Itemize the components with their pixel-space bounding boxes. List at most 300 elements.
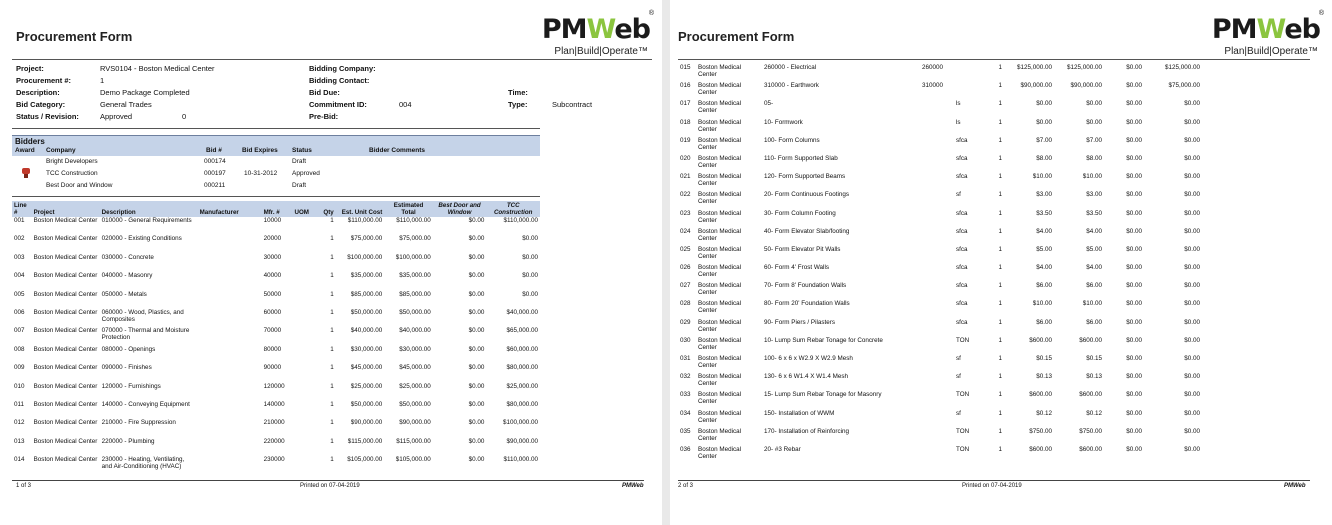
- line-item-cell: Boston Medical Center: [698, 300, 742, 315]
- info-label: Commitment ID:: [309, 100, 367, 109]
- line-item-cell: [293, 309, 322, 327]
- line-item-cell: sf: [956, 191, 961, 199]
- pmweb-logo: ® PMWeb Plan|Build|Operate™: [541, 10, 654, 57]
- line-item-cell: 140000 - Conveying Equipment: [101, 400, 190, 408]
- line-item-cell: $6.00: [1086, 282, 1102, 290]
- line-item-cell: $7.00: [1086, 136, 1102, 144]
- line-item-cell: 15- Lump Sum Rebar Tonage for Masonry: [764, 391, 882, 399]
- page-number: 1 of 3: [16, 483, 32, 489]
- line-item-cell: $7.00: [1036, 136, 1052, 144]
- line-item-row[interactable]: [678, 264, 1202, 282]
- line-item-cell: 1: [998, 318, 1002, 326]
- line-item-cell: Boston Medical Center: [698, 427, 742, 442]
- line-item-row[interactable]: [12, 346, 540, 364]
- line-item-row[interactable]: [678, 410, 1202, 428]
- line-item-cell: 008: [14, 345, 25, 353]
- line-item-cell: 027: [680, 282, 691, 290]
- line-item-cell: $6.00: [1036, 282, 1052, 290]
- line-item-cell: $90,000.00: [1070, 82, 1102, 90]
- line-item-cell: Boston Medical Center: [33, 327, 98, 335]
- line-item-cell: $40,000.00: [399, 327, 431, 335]
- divider: [12, 59, 652, 60]
- line-item-row[interactable]: [678, 391, 1202, 409]
- line-item-cell: 1: [998, 373, 1002, 381]
- line-item-cell: [198, 438, 262, 456]
- info-label: Description:: [16, 88, 60, 97]
- line-item-cell: [920, 246, 954, 264]
- line-item-cell: [198, 419, 262, 437]
- line-item-row[interactable]: [678, 319, 1202, 337]
- bidder-company: Bright Developers: [46, 158, 98, 165]
- bidder-row[interactable]: Best Door and Window 000211 Draft: [46, 182, 307, 189]
- line-item-cell: 10- Lump Sum Rebar Tonage for Concrete: [764, 336, 883, 344]
- line-item-cell: 220000: [263, 437, 285, 445]
- line-item-cell: $4.00: [1036, 264, 1052, 272]
- line-item-cell: ls: [956, 100, 961, 108]
- line-item-cell: 080000 - Openings: [101, 345, 156, 353]
- line-item-cell: $0.00: [1184, 409, 1200, 417]
- line-item-cell: $80,000.00: [506, 364, 538, 372]
- line-item-cell: $0.00: [468, 235, 485, 243]
- line-item-cell: $110,000.00: [396, 217, 431, 224]
- line-item-cell: 022: [680, 191, 691, 199]
- line-item-cell: $0.00: [1184, 300, 1200, 308]
- line-item-cell: $0.00: [1126, 136, 1142, 144]
- line-item-cell: 230000 - Heating, Ventilating, and Air-Conditioning (HVAC): [101, 456, 185, 471]
- line-item-cell: 50- Form Elevator Pit Walls: [764, 245, 841, 253]
- line-item-cell: 010000 - General Requirements: [101, 217, 192, 224]
- line-item-cell: $0.00: [1036, 100, 1052, 108]
- line-item-row[interactable]: [678, 337, 1202, 355]
- line-item-row[interactable]: [678, 355, 1202, 373]
- line-item-cell: [920, 228, 954, 246]
- printed-date: Printed on 07-04-2019: [962, 483, 1022, 489]
- line-item-cell: $0.12: [1086, 409, 1102, 417]
- line-item-cell: 10- Formwork: [764, 118, 803, 126]
- info-label: Bidding Contact:: [309, 76, 370, 85]
- line-item-cell: [920, 410, 954, 428]
- report-page-1: [0, 0, 662, 525]
- line-item-row[interactable]: [12, 217, 540, 235]
- line-item-row[interactable]: [12, 309, 540, 327]
- line-item-cell: 170- Installation of Reinforcing: [764, 427, 850, 435]
- bidder-row[interactable]: Bright Developers 000174 Draft: [46, 158, 307, 165]
- line-item-cell: 90- Form Piers / Pilasters: [764, 318, 836, 326]
- line-item-cell: $110,000.00: [347, 217, 383, 224]
- footer-divider: [678, 480, 1310, 481]
- line-item-cell: 70000: [263, 327, 282, 335]
- line-item-cell: ls: [956, 118, 961, 126]
- line-item-cell: 015: [680, 64, 691, 71]
- line-item-cell: 005: [14, 290, 25, 298]
- line-item-row[interactable]: [12, 419, 540, 437]
- page-gap: [662, 0, 670, 525]
- line-item-cell: $0.00: [1126, 209, 1142, 217]
- line-item-row[interactable]: [12, 272, 540, 290]
- line-item-cell: $0.00: [1184, 391, 1200, 399]
- line-item-cell: $0.00: [1184, 227, 1200, 235]
- line-item-row[interactable]: [678, 64, 1202, 82]
- line-item-cell: sfca: [956, 282, 968, 290]
- line-item-cell: Boston Medical Center: [33, 437, 98, 445]
- line-item-cell: Boston Medical Center: [698, 136, 742, 151]
- line-item-cell: 1: [998, 300, 1002, 308]
- line-item-cell: $50,000.00: [350, 308, 383, 316]
- line-item-cell: Boston Medical Center: [698, 282, 742, 297]
- line-item-cell: 80- Form 20' Foundation Walls: [764, 300, 850, 308]
- line-item-cell: 1: [330, 364, 334, 372]
- line-item-cell: $25,000.00: [506, 382, 538, 390]
- line-item-cell: 1: [998, 118, 1002, 126]
- line-item-row[interactable]: [12, 327, 540, 345]
- bidder-company: TCC Construction: [46, 170, 98, 177]
- line-item-cell: 10000: [263, 217, 282, 224]
- logo-tagline: Plan|Build|Operate™: [1224, 46, 1318, 57]
- line-item-cell: $0.00: [1184, 355, 1200, 362]
- line-item-cell: [920, 355, 954, 373]
- line-item-cell: $75,000.00: [350, 235, 383, 243]
- line-item-cell: $75,000.00: [399, 235, 431, 243]
- line-item-cell: 20- Form Continuous Footings: [764, 191, 850, 199]
- line-item-cell: TON: [956, 445, 970, 453]
- line-item-cell: 060000 - Wood, Plastics, and Composites: [101, 308, 184, 323]
- line-item-cell: $600.00: [1029, 391, 1052, 399]
- line-item-cell: 034: [680, 409, 691, 417]
- line-item-cell: 210000: [263, 419, 285, 427]
- line-item-cell: TON: [956, 427, 970, 435]
- line-item-cell: $30,000.00: [350, 345, 383, 353]
- line-item-cell: 220000 - Plumbing: [101, 437, 155, 445]
- line-item-cell: Boston Medical Center: [33, 345, 98, 353]
- line-item-cell: $0.00: [1184, 118, 1200, 126]
- line-item-cell: $8.00: [1036, 154, 1052, 162]
- line-item-cell: 120000: [263, 382, 285, 390]
- line-item-cell: $0.00: [522, 253, 538, 261]
- line-item-cell: 032: [680, 373, 691, 381]
- line-item-cell: $100,000.00: [395, 253, 431, 261]
- line-item-cell: Boston Medical Center: [698, 82, 742, 97]
- line-item-cell: [198, 272, 262, 290]
- line-item-cell: sfca: [956, 209, 968, 217]
- page-title: Procurement Form: [16, 29, 133, 44]
- line-item-cell: 026: [680, 264, 691, 272]
- line-item-cell: $0.00: [1126, 409, 1142, 417]
- line-item-cell: $35,000.00: [350, 272, 383, 280]
- logo-tagline: Plan|Build|Operate™: [554, 46, 648, 57]
- line-item-cell: Boston Medical Center: [698, 409, 742, 424]
- bidder-company: Best Door and Window: [46, 182, 113, 189]
- printed-date: Printed on 07-04-2019: [300, 483, 360, 489]
- line-item-cell: 120000 - Furnishings: [101, 382, 161, 390]
- line-item-cell: sfca: [956, 245, 968, 253]
- line-item-cell: Boston Medical Center: [33, 308, 98, 316]
- line-item-cell: $0.00: [1126, 100, 1142, 108]
- line-item-cell: $0.12: [1036, 409, 1052, 417]
- line-item-cell: $0.00: [1184, 100, 1200, 108]
- line-item-cell: $0.00: [1126, 191, 1142, 199]
- line-item-cell: $50,000.00: [350, 400, 383, 408]
- line-item-cell: $4.00: [1086, 264, 1102, 272]
- line-item-row[interactable]: [12, 383, 540, 401]
- line-item-cell: 016: [680, 82, 691, 90]
- line-item-row[interactable]: [12, 364, 540, 382]
- line-item-cell: $50,000.00: [399, 400, 431, 408]
- line-item-cell: 1: [998, 445, 1002, 453]
- line-item-cell: $10.00: [1082, 173, 1102, 181]
- line-item-cell: 05-: [764, 100, 774, 108]
- line-item-cell: 006: [14, 308, 25, 316]
- line-item-cell: $0.00: [468, 364, 485, 372]
- line-item-cell: 230000: [263, 456, 285, 464]
- line-item-cell: [293, 438, 322, 456]
- line-item-cell: sf: [956, 373, 961, 381]
- line-item-cell: $0.00: [1184, 445, 1200, 453]
- line-item-cell: $5.00: [1086, 245, 1102, 253]
- page-number: 2 of 3: [678, 483, 694, 489]
- line-item-cell: 110- Form Supported Slab: [764, 154, 838, 162]
- line-item-cell: 1: [998, 391, 1002, 399]
- line-item-cell: $25,000.00: [399, 382, 431, 390]
- line-item-cell: $0.00: [1184, 282, 1200, 290]
- line-item-cell: $25,000.00: [350, 382, 383, 390]
- info-label: Bidding Company:: [309, 64, 376, 73]
- line-item-row[interactable]: [678, 446, 1202, 464]
- line-item-cell: 1: [330, 327, 334, 335]
- line-item-cell: $125,000.00: [1016, 64, 1052, 71]
- line-item-cell: $0.00: [522, 235, 538, 243]
- line-item-row[interactable]: [12, 291, 540, 309]
- line-item-cell: 1: [998, 409, 1002, 417]
- line-item-cell: $45,000.00: [350, 364, 383, 372]
- line-item-cell: 1: [998, 245, 1002, 253]
- line-item-cell: 1: [330, 400, 334, 408]
- line-item-cell: [920, 173, 954, 191]
- line-item-cell: sfca: [956, 136, 968, 144]
- line-item-cell: $110,000.00: [503, 456, 538, 464]
- line-item-cell: $0.00: [1126, 282, 1142, 290]
- line-item-row[interactable]: [678, 137, 1202, 155]
- line-item-row[interactable]: [678, 210, 1202, 228]
- line-item-cell: $90,000.00: [1020, 82, 1052, 90]
- line-item-cell: 009: [14, 364, 25, 372]
- line-item-cell: $750.00: [1079, 427, 1102, 435]
- line-item-cell: 070000 - Thermal and Moisture Protection: [101, 327, 190, 342]
- line-items-table-continued: [678, 64, 1202, 464]
- line-item-cell: [198, 235, 262, 253]
- line-item-cell: Boston Medical Center: [698, 173, 742, 188]
- line-item-cell: [293, 401, 322, 419]
- line-item-cell: 150- Installation of WWM: [764, 409, 835, 417]
- line-item-cell: $3.50: [1086, 209, 1102, 217]
- line-item-cell: $105,000.00: [395, 456, 431, 464]
- line-item-cell: 014: [14, 456, 25, 464]
- line-item-cell: [920, 119, 954, 137]
- line-item-cell: $0.00: [468, 419, 485, 427]
- line-item-row[interactable]: [12, 235, 540, 253]
- line-item-cell: 60000: [263, 308, 282, 316]
- line-item-cell: 120- Form Supported Beams: [764, 173, 846, 181]
- line-item-cell: 30- Form Column Footing: [764, 209, 836, 217]
- award-trophy-icon: [21, 168, 31, 178]
- line-item-cell: $600.00: [1079, 336, 1102, 344]
- line-item-cell: $0.13: [1036, 373, 1052, 381]
- line-item-cell: $35,000.00: [399, 272, 431, 280]
- line-item-cell: 50000: [263, 290, 282, 298]
- line-item-row[interactable]: [678, 155, 1202, 173]
- line-item-cell: [920, 282, 954, 300]
- line-item-cell: $30,000.00: [399, 345, 431, 353]
- line-item-cell: $8.00: [1086, 154, 1102, 162]
- line-item-cell: $100,000.00: [347, 253, 383, 261]
- line-item-cell: [293, 383, 322, 401]
- line-item-cell: 1: [330, 253, 334, 261]
- line-item-cell: [293, 456, 322, 474]
- line-item-cell: $85,000.00: [350, 290, 383, 298]
- line-item-row[interactable]: [678, 282, 1202, 300]
- line-item-cell: 260000: [922, 64, 944, 71]
- info-value: 1: [100, 76, 105, 85]
- line-item-cell: 1: [998, 64, 1002, 71]
- line-item-cell: [198, 327, 262, 345]
- line-item-cell: $0.00: [1184, 173, 1200, 181]
- line-item-cell: $0.00: [468, 290, 485, 298]
- line-item-cell: $75,000.00: [1168, 82, 1200, 90]
- line-item-cell: $4.00: [1036, 227, 1052, 235]
- bidders-column-headers: Award Company Bid # Bid Expires Status Bidder Comments: [12, 146, 540, 156]
- line-item-cell: 036: [680, 445, 691, 453]
- line-item-cell: $0.00: [1184, 336, 1200, 344]
- line-item-cell: Boston Medical Center: [33, 456, 98, 464]
- line-item-cell: 1: [998, 427, 1002, 435]
- line-item-cell: [920, 191, 954, 209]
- line-item-cell: 210000 - Fire Suppression: [101, 419, 176, 427]
- info-label: Bid Category:: [16, 100, 66, 109]
- footer-brand: PMWeb: [1284, 483, 1306, 489]
- line-item-cell: [198, 217, 262, 235]
- line-item-cell: $0.00: [468, 253, 485, 261]
- info-label: Time:: [508, 88, 528, 97]
- info-value: Demo Package Completed: [100, 88, 190, 97]
- line-item-row[interactable]: [678, 373, 1202, 391]
- line-item-cell: Boston Medical Center: [33, 253, 98, 261]
- line-item-cell: $0.15: [1086, 355, 1102, 362]
- page-title: Procurement Form: [678, 29, 795, 44]
- line-item-cell: 040000 - Masonry: [101, 272, 153, 280]
- line-item-cell: 030: [680, 336, 691, 344]
- line-item-row[interactable]: [678, 173, 1202, 191]
- info-label: Pre-Bid:: [309, 112, 339, 121]
- line-item-row[interactable]: [678, 100, 1202, 118]
- info-value: General Trades: [100, 100, 152, 109]
- bidders-section: [12, 135, 540, 192]
- line-item-cell: $50,000.00: [399, 308, 431, 316]
- line-item-cell: Boston Medical Center: [698, 391, 742, 406]
- bidder-row[interactable]: TCC Construction 000197 10-31-2012 Approved: [12, 168, 540, 180]
- line-item-row[interactable]: [678, 191, 1202, 209]
- line-item-row[interactable]: [12, 254, 540, 272]
- line-item-cell: Boston Medical Center: [33, 382, 98, 390]
- line-item-cell: $40,000.00: [350, 327, 383, 335]
- line-item-cell: sfca: [956, 227, 968, 235]
- line-item-row[interactable]: [678, 82, 1202, 100]
- line-item-cell: 1: [998, 191, 1002, 199]
- line-item-cell: 140000: [263, 400, 285, 408]
- line-item-cell: sf: [956, 355, 961, 362]
- line-item-cell: 70- Form 8' Foundation Walls: [764, 282, 847, 290]
- line-item-cell: [954, 64, 990, 82]
- info-value: RVS0104 - Boston Medical Center: [100, 64, 215, 73]
- line-item-cell: Boston Medical Center: [698, 264, 742, 279]
- line-item-cell: sf: [956, 409, 961, 417]
- info-value: Approved: [100, 112, 133, 121]
- line-item-row[interactable]: [678, 300, 1202, 318]
- line-item-row[interactable]: [678, 246, 1202, 264]
- line-item-cell: [293, 419, 322, 437]
- line-item-cell: $0.00: [1184, 264, 1200, 272]
- line-item-row[interactable]: [678, 228, 1202, 246]
- line-item-cell: 020: [680, 154, 691, 162]
- line-item-cell: 003: [14, 253, 25, 261]
- line-item-cell: 1: [330, 419, 334, 427]
- line-item-row[interactable]: [12, 401, 540, 419]
- line-item-cell: $0.00: [1126, 391, 1142, 399]
- line-item-cell: $90,000.00: [350, 419, 383, 427]
- line-item-cell: $0.00: [1126, 300, 1142, 308]
- line-item-cell: $0.00: [522, 290, 538, 298]
- line-item-cell: 011: [14, 400, 25, 408]
- line-item-cell: $0.15: [1036, 355, 1052, 362]
- line-item-cell: $4.00: [1086, 227, 1102, 235]
- line-item-cell: $10.00: [1082, 300, 1102, 308]
- line-item-cell: $0.00: [1184, 373, 1200, 381]
- line-item-cell: $6.00: [1086, 318, 1102, 326]
- line-item-cell: $0.00: [468, 382, 485, 390]
- line-item-cell: $0.00: [468, 400, 485, 408]
- line-item-row[interactable]: [12, 456, 540, 474]
- line-item-row[interactable]: [678, 428, 1202, 446]
- line-item-cell: $0.00: [1126, 427, 1142, 435]
- line-item-row[interactable]: [678, 119, 1202, 137]
- line-item-cell: [920, 428, 954, 446]
- divider: [678, 59, 1310, 60]
- line-item-cell: $125,000.00: [1066, 64, 1102, 71]
- line-item-cell: 1: [998, 100, 1002, 108]
- line-item-cell: 029: [680, 318, 691, 326]
- line-item-cell: Boston Medical Center: [698, 209, 742, 224]
- line-item-row[interactable]: [12, 438, 540, 456]
- line-item-cell: $10.00: [1032, 173, 1052, 181]
- line-item-cell: 1: [330, 235, 334, 243]
- line-item-cell: $0.00: [1184, 154, 1200, 162]
- line-item-cell: $0.00: [468, 437, 485, 445]
- line-item-cell: $0.00: [1126, 227, 1142, 235]
- line-item-cell: 1: [998, 136, 1002, 144]
- line-item-cell: [920, 155, 954, 173]
- report-page-2: [670, 0, 1332, 525]
- line-item-cell: $600.00: [1029, 445, 1052, 453]
- line-item-cell: $600.00: [1029, 336, 1052, 344]
- line-item-cell: 035: [680, 427, 691, 435]
- line-item-cell: Boston Medical Center: [698, 191, 742, 206]
- line-item-cell: 013: [14, 437, 25, 445]
- line-item-cell: sfca: [956, 154, 968, 162]
- info-label: Project:: [16, 64, 44, 73]
- line-item-cell: TON: [956, 391, 970, 399]
- line-item-cell: $105,000.00: [347, 456, 383, 464]
- line-item-cell: $0.00: [1126, 64, 1142, 71]
- line-item-cell: 30000: [263, 253, 282, 261]
- info-value: Subcontract: [552, 100, 593, 109]
